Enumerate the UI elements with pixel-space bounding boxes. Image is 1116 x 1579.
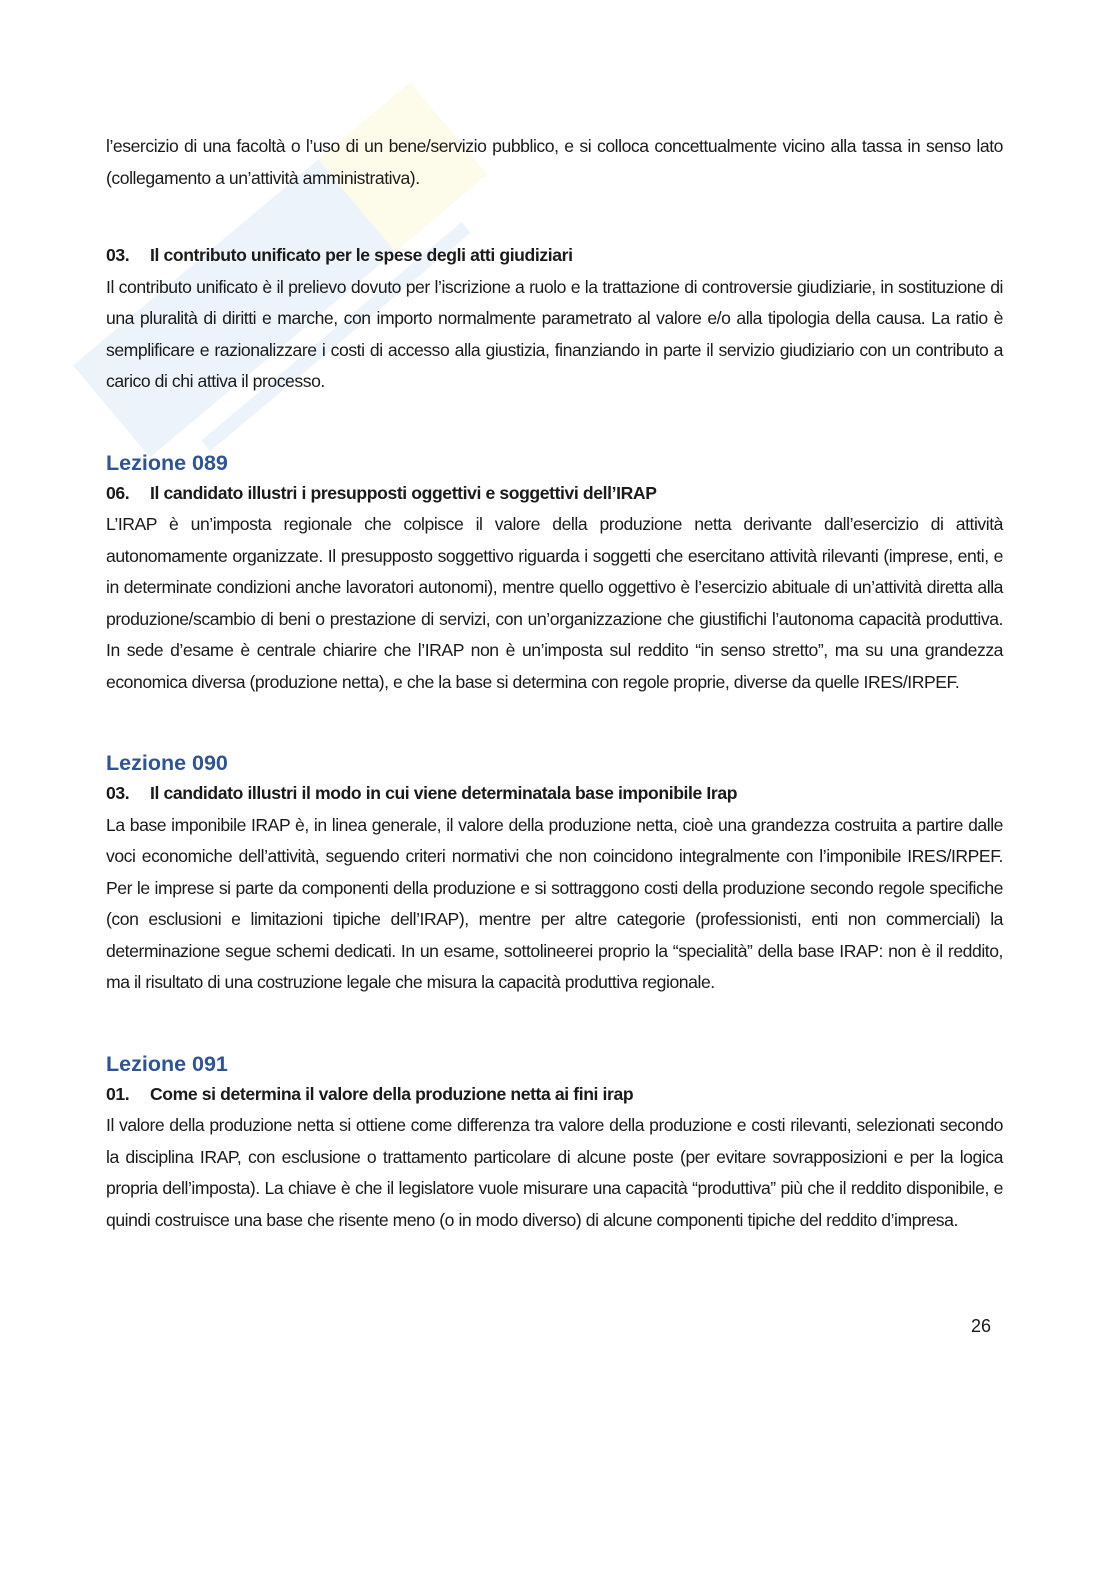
section-lezione-089 [106,448,1003,699]
answer-paragraph: Il contributo unificato è il prelievo dovuto per l’iscrizione a ruolo e la trattazione di controversie giudiziarie, in sostituzione di una pluralità di diritti e marche, con importo normalmente parametrato al valore e/o alla tipologia della causa. La ratio è semplificare e razionalizzare i costi di accesso alla giustizia, finanziando in parte il servizio giudiziario con un contributo a carico di chi attiva il processo. [106,276,1003,391]
question-heading [106,1079,1003,1111]
question-text: Il candidato illustri i presupposti oggettivi e soggettivi dell’IRAP [150,482,657,503]
question-heading [106,240,1003,272]
answer-paragraph: La base imponibile IRAP è, in linea generale, il valore della produzione netta, cioè una grandezza costruita a partire dalle voci economiche dell’attività, seguendo criteri normativi che non coincidono integralmente con l’imponibile IRES/IRPEF. Per le imprese si parte da componenti della produzione e si sottraggono costi della produzione secondo regole specifiche (con esclusioni e limitazioni tipiche dell’IRAP), mentre per altre categorie (professionisti, enti non commerciali) la determinazione segue schemi dedicati. In un esame, sottolineerei proprio la “specialità” della base IRAP: non è il reddito, ma il risultato di una costruzione legale che misura la capacità produttiva regionale. [106,814,1003,992]
intro-paragraph-block [106,131,1003,194]
intro-paragraph: l’esercizio di una facoltà o l’uso di un bene/servizio pubblico, e si colloca concettualmente vicino alla tassa in senso lato (collegamento a un’attività amministrativa). [106,136,1003,188]
question-number: 03. [106,783,130,803]
section-lezione-090 [106,748,1003,999]
question-text: Come si determina il valore della produzione netta ai fini irap [150,1083,634,1104]
question-number: 03. [106,245,130,265]
question-text: Il contributo unificato per le spese degli atti giudiziari [150,245,573,265]
question-heading [106,778,1003,810]
lesson-heading: Lezione 090 [106,751,228,775]
lesson-heading: Lezione 089 [106,450,228,475]
section-lezione-091 [106,1049,1003,1237]
lesson-heading: Lezione 091 [106,1051,228,1076]
question-heading [106,478,1003,510]
question-text: Il candidato illustri il modo in cui viene determinatala base imponibile Irap [150,783,738,803]
answer-paragraph: Il valore della produzione netta si ottiene come differenza tra valore della produzione e costi rilevanti, selezionati secondo la disciplina IRAP, con esclusione o trattamento particolare di alcune poste (per evitare sovrapposizioni e per la logica propria dell’imposta). La chiave è che il legislatore vuole misurare una capacità “produttiva” più che il reddito disponibile, e quindi costruisce una base che risente meno (o in modo diverso) di alcune componenti tipiche del reddito d’impresa. [106,1115,1003,1230]
page-number: 26 [970,1316,991,1336]
answer-paragraph: L’IRAP è un’imposta regionale che colpisce il valore della produzione netta derivante dall’esercizio di attività autonomamente organizzate. Il presupposto soggettivo riguarda i soggetti che esercitano attività rilevanti (imprese, enti, e in determinate condizioni anche lavoratori autonomi), mentre quello oggettivo è l’esercizio abituale di un’attività diretta alla produzione/scambio di beni o prestazione di servizi, con un’organizzazione che giustifichi l’autonoma capacità produttiva. In sede d’esame è centrale chiarire che l’IRAP non è un’imposta sul reddito “in senso stretto”, ma su una grandezza economica diversa (produzione netta), e che la base si determina con regole proprie, diverse da quelle IRES/IRPEF. [106,514,1003,692]
section-contributo-unificato [106,240,1003,398]
question-number: 01. [106,1083,130,1104]
question-number: 06. [106,482,130,503]
